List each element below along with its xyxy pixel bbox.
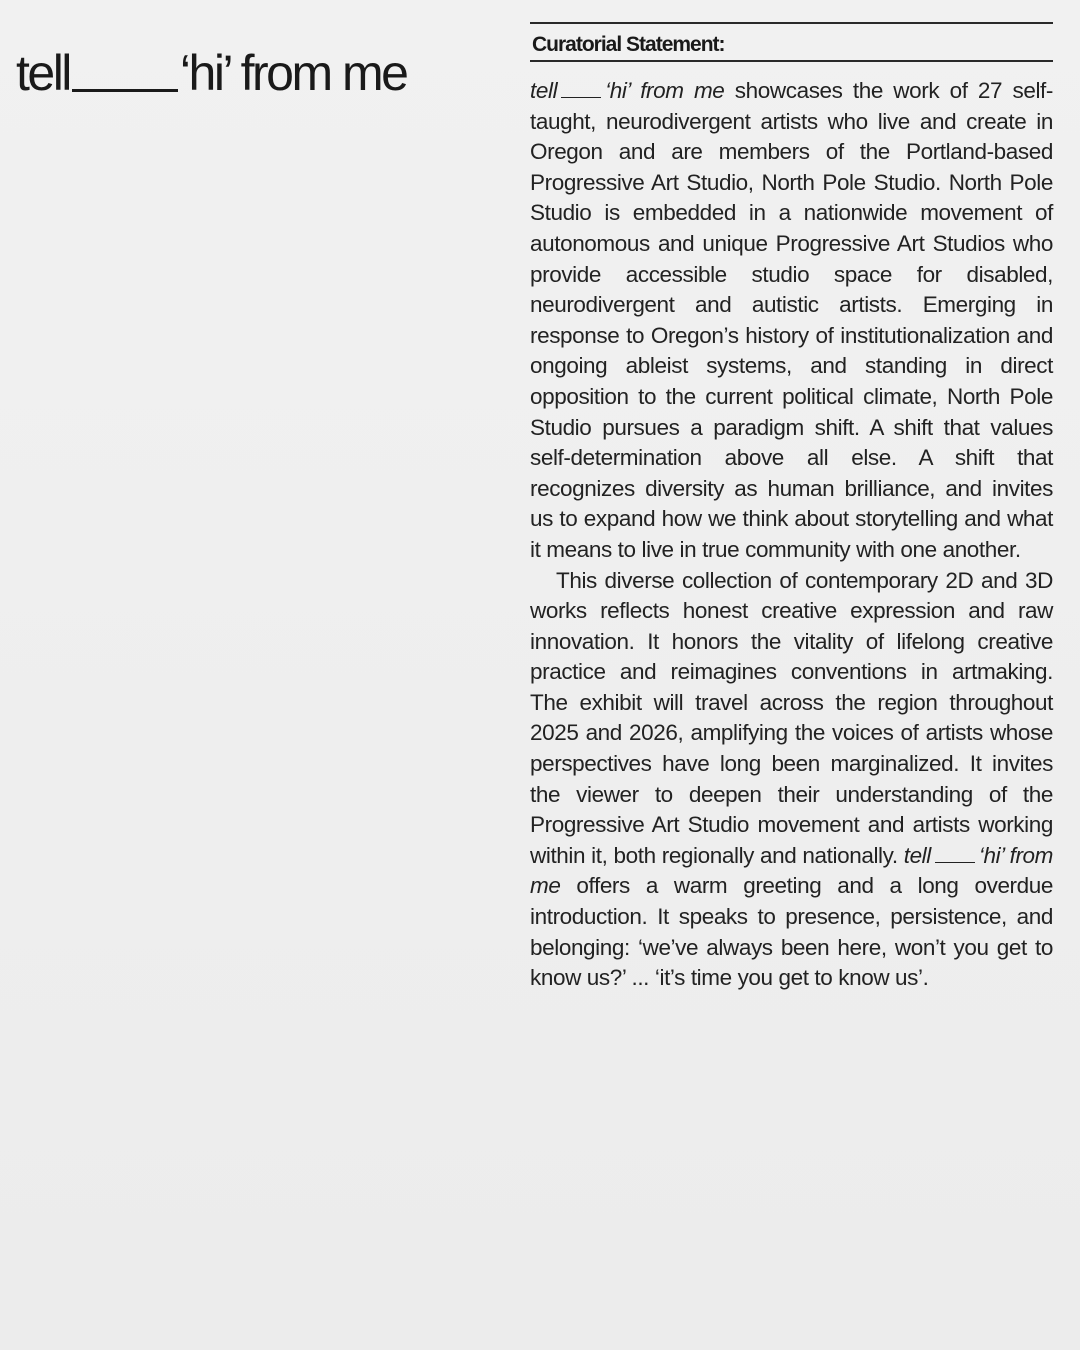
paragraph-2-text-after: offers a warm greeting and a long overdue introduction. It speaks to presence, persistence, and belonging: ‘we’ve always been here, won’t you get to know us?’ ... ‘it’s time you get to know us’. — [530, 873, 1053, 991]
inline-title-hi-from-me: ‘hi’ from me — [605, 78, 725, 103]
inline-title-blank — [561, 96, 601, 98]
title-blank-line — [72, 89, 178, 92]
inline-title-blank-2 — [935, 861, 975, 863]
inline-title-tell-2: tell — [903, 842, 931, 868]
bottom-rule — [530, 60, 1053, 62]
paragraph-2 — [530, 566, 1053, 994]
statement-heading: Curatorial Statement: — [532, 33, 725, 56]
exhibit-title — [16, 44, 407, 101]
paragraph-1 — [530, 76, 1053, 566]
inline-title-hi-from-me-2: ‘hi’ from me — [530, 842, 1053, 899]
title-words-hi-from-me: ‘hi’ from me — [179, 44, 407, 101]
title-word-tell: tell — [16, 44, 70, 101]
curatorial-statement — [530, 22, 1053, 994]
inline-title-tell: tell — [530, 78, 558, 103]
paragraph-1-text: showcases the work of 27 self-taught, neurodivergent artists who live and create in Oregon and are members of the Portland-based Progressive Art Studio, North Pole Studio. North Pole Studio is embedded in a nationwide movement of autonomous and unique Progressive Art Studios who provide accessible studio space for disabled, neurodivergent and autistic artists. Emerging in response to Oregon’s history of institutionalization and ongoing ableist systems, and standing in direct opposition to the current political climate, North Pole Studio pursues a paradigm shift. A shift that values self-determination above all else. A shift that recognizes diversity as human brilliance, and invites us to expand how we think about storytelling and what it means to live in true community with one another. — [530, 78, 1053, 562]
statement-body — [530, 76, 1053, 994]
paragraph-2-text-before: This diverse collection of contemporary 2D and 3D works reflects honest creative expression and raw innovation. It honors the vitality of lifelong creative practice and reimagines conventions in artmaking. The exhibit will travel across the region throughout 2025 and 2026, amplifying the voices of artists whose perspectives have long been marginalized. It invites the viewer to deepen their understanding of the Progressive Art Studio movement and artists working within it, both regionally and nationally. — [530, 567, 1053, 868]
